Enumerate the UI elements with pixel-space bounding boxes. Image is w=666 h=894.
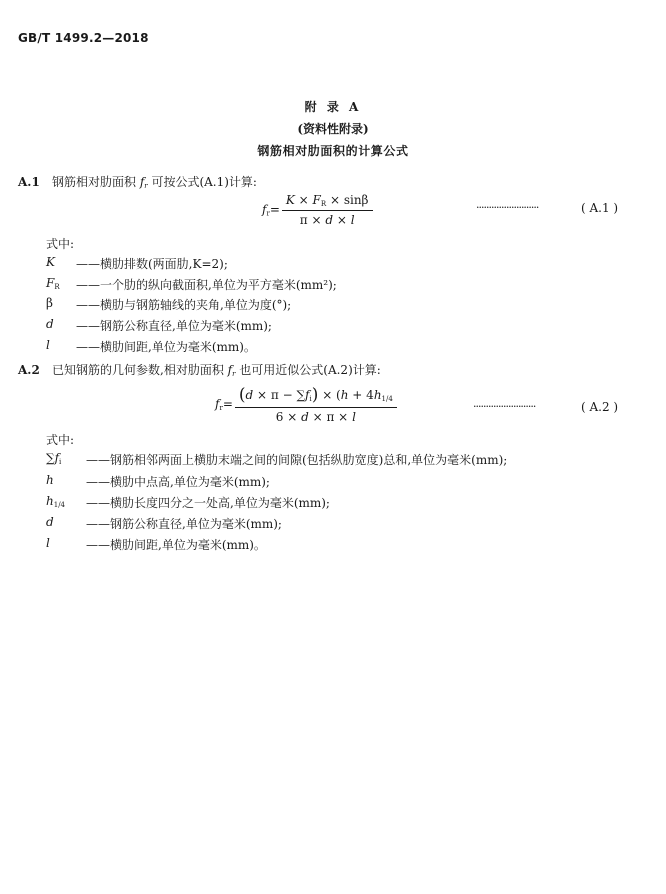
clause-a2 — [18, 361, 381, 378]
clause-text: 可按公式(A.1)计算: — [147, 175, 257, 189]
definition-text: ——横肋间距,单位为毫米(mm)。 — [86, 538, 266, 552]
standard-number: GB/T 1499.2—2018 — [18, 31, 149, 45]
clause-text: 钢筋相对肋面积 — [52, 175, 140, 189]
formula-leader-dots: ························· — [476, 201, 539, 214]
symbol-fr: $f_r$ — [227, 363, 236, 378]
definition-symbol: $F_R$ — [46, 276, 60, 291]
definition-symbol: β — [46, 296, 53, 310]
clause-a1 — [18, 173, 257, 190]
definition-symbol: l — [46, 338, 50, 352]
definition-symbol: h — [46, 473, 54, 487]
definition-symbol: $\sum f_i$ — [46, 451, 62, 466]
where-label: 式中: — [46, 433, 75, 447]
formula-a1: $f_r=$ $\frac{K \times F_R \times \sin\beta}{\pi \times d \times l}$ — [262, 193, 373, 227]
definition-text: ——钢筋相邻两面上横肋末端之间的间隙(包括纵肋宽度)总和,单位为毫米(mm); — [86, 453, 508, 467]
clause-text: 已知钢筋的几何参数,相对肋面积 — [52, 363, 228, 377]
definition-symbol: K — [46, 255, 55, 269]
definition-text: ——横肋与钢筋轴线的夹角,单位为度(°); — [76, 298, 292, 312]
definition-text: ——横肋长度四分之一处高,单位为毫米(mm); — [86, 496, 330, 510]
annex-subtitle: (资料性附录) — [297, 122, 369, 136]
annex-heading: 钢筋相对肋面积的计算公式 — [257, 144, 409, 158]
definition-text: ——钢筋公称直径,单位为毫米(mm); — [76, 319, 272, 333]
definition-symbol: d — [46, 515, 54, 529]
definition-text: ——横肋间距,单位为毫米(mm)。 — [76, 340, 256, 354]
definition-symbol: l — [46, 536, 50, 550]
definition-text: ——横肋中点高,单位为毫米(mm); — [86, 475, 270, 489]
where-label: 式中: — [46, 237, 75, 251]
definition-text: ——一个肋的纵向截面积,单位为平方毫米(mm²); — [76, 278, 337, 292]
definition-symbol: d — [46, 317, 54, 331]
clause-number: A.1 — [18, 175, 40, 189]
definition-text: ——钢筋公称直径,单位为毫米(mm); — [86, 517, 282, 531]
definition-text: ——横肋排数(两面肋,K=2); — [76, 257, 228, 271]
formula-number: ( A.2 ) — [581, 400, 619, 414]
formula-leader-dots: ························· — [473, 400, 536, 413]
clause-number: A.2 — [18, 363, 40, 377]
formula-number: ( A.1 ) — [581, 201, 619, 215]
formula-a2: $f_r=$ $\frac{(d \times \pi - \sum f_i) \times (h + 4h_{1/4}}{6 \times d \times \pi \times l}$ — [215, 385, 397, 424]
definition-symbol: $h_{1/4}$ — [46, 494, 65, 509]
annex-title: 附 录 A — [304, 100, 362, 114]
clause-text: 也可用近似公式(A.2)计算: — [235, 363, 381, 377]
symbol-fr: $f_r$ — [139, 175, 148, 190]
